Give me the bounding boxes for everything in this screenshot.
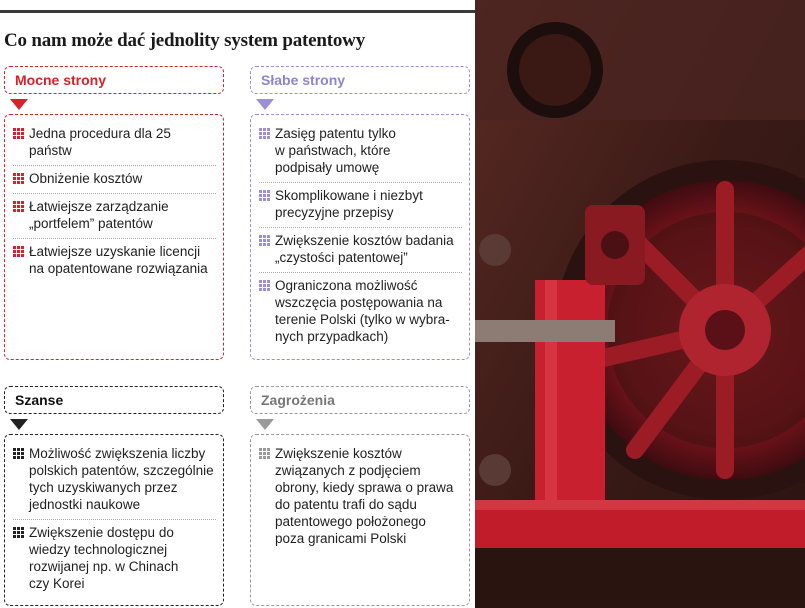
list-item (13, 441, 216, 520)
threats-header (250, 386, 470, 414)
locomotive-wheel-illustration (475, 0, 805, 608)
grid-bullet-icon (259, 190, 270, 201)
list-item (259, 183, 462, 228)
grid-bullet-icon (259, 128, 270, 139)
grid-bullet-icon (13, 173, 24, 184)
grid-bullet-icon (259, 235, 270, 246)
list-item-text: Jedna procedura dla 25 państw (29, 126, 171, 158)
threats-header-label: Zagrożenia (261, 392, 335, 408)
list-item-text: Możliwość zwiększenia liczby polskich patentów, szczególnie tych uzyskiwanych przez jednostki naukowe (29, 446, 214, 512)
weaknesses-box (250, 114, 470, 360)
list-item (13, 239, 216, 283)
weaknesses-header-label: Słabe strony (261, 72, 346, 88)
grid-bullet-icon (13, 527, 24, 538)
top-rule (0, 10, 475, 13)
list-item-text: Zwiększenie kosztów badania „czystości patentowej” (275, 233, 454, 265)
list-item-text: Łatwiejsze uzyskanie licencji na opatentowane rozwiązania (29, 244, 208, 276)
weaknesses-header (250, 66, 470, 94)
grid-bullet-icon (13, 246, 24, 257)
list-item (13, 520, 216, 598)
opportunities-arrow-icon (10, 419, 28, 430)
infographic-title: Co nam może dać jednolity system patentowy (4, 30, 366, 51)
grid-bullet-icon (259, 448, 270, 459)
threats-arrow-icon (256, 419, 274, 430)
list-item (13, 166, 216, 194)
list-item (259, 273, 462, 351)
list-item-text: Zwiększenie dostępu do wiedzy technologicznej rozwijanej np. w Chinach czy Korei (29, 525, 179, 591)
list-item (13, 121, 216, 166)
grid-bullet-icon (13, 201, 24, 212)
grid-bullet-icon (13, 448, 24, 459)
grid-bullet-icon (259, 280, 270, 291)
opportunities-header (4, 386, 224, 414)
weaknesses-arrow-icon (256, 99, 274, 110)
list-item (259, 441, 462, 553)
locomotive-wheel-photo (475, 0, 805, 608)
list-item (259, 121, 462, 183)
list-item-text: Zasięg patentu tylko w państwach, które podpisały umowę (275, 126, 396, 175)
list-item-text: Łatwiejsze zarządzanie „portfelem” patentów (29, 199, 169, 231)
opportunities-box (4, 434, 224, 606)
list-item-text: Obniżenie kosztów (29, 171, 143, 186)
strengths-arrow-icon (10, 99, 28, 110)
list-item-text: Zwiększenie kosztów związanych z podjęciem obrony, kiedy sprawa o prawa do patentu trafi do sądu patentowego położonego poza granicami Polski (275, 446, 454, 546)
list-item-text: Ograniczona możliwość wszczęcia postępowania na terenie Polski (tylko w wybra- nych przypadkach) (275, 278, 450, 344)
strengths-header (4, 66, 224, 94)
list-item (259, 228, 462, 273)
threats-box (250, 434, 470, 606)
list-item-text: Skomplikowane i niezbyt precyzyjne przepisy (275, 188, 423, 220)
opportunities-header-label: Szanse (15, 392, 64, 408)
strengths-header-label: Mocne strony (15, 72, 107, 88)
strengths-box (4, 114, 224, 360)
grid-bullet-icon (13, 128, 24, 139)
list-item (13, 194, 216, 239)
